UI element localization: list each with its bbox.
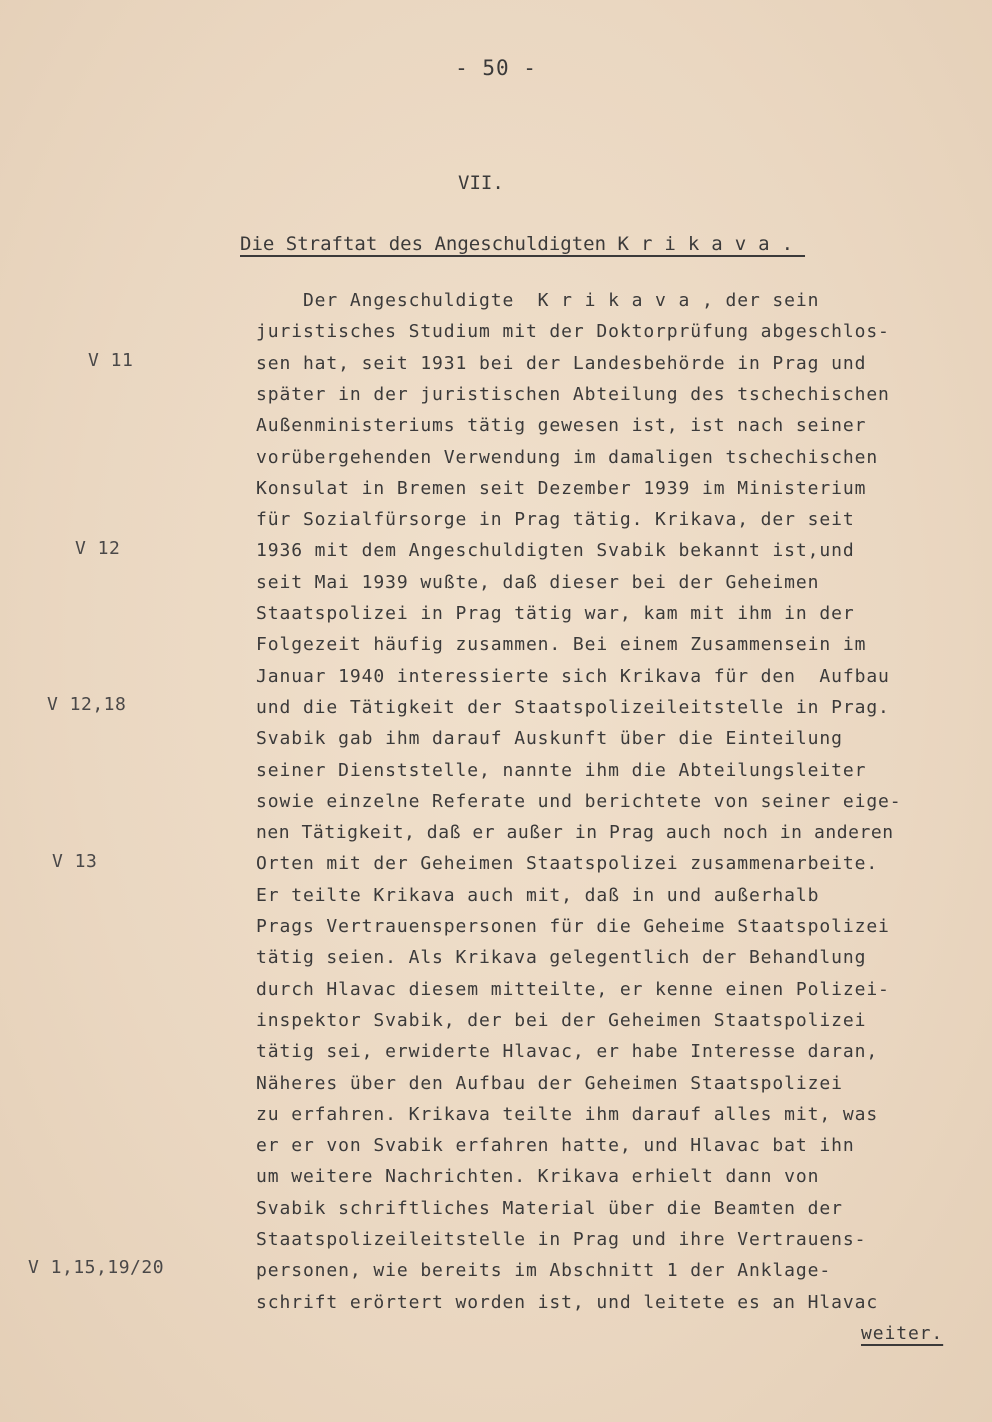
text-line: Svabik gab ihm darauf Auskunft über die Einteilung	[256, 728, 843, 750]
text-line: Staatspolizeileitstelle in Prag und ihre Vertrauens-	[256, 1229, 867, 1250]
text-line: Staatspolizei in Prag tätig war, kam mit ihm in der	[256, 603, 855, 624]
text-line: personen, wie bereits im Abschnitt 1 der Anklage-	[256, 1260, 832, 1282]
text-line: tätig sei, erwiderte Hlavac, er habe Interesse daran,	[256, 1041, 879, 1063]
text-line: später in der juristischen Abteilung des tschechischen	[256, 383, 890, 405]
text-line: juristisches Studium mit der Doktorprüfung abgeschlos-	[256, 321, 890, 343]
page-number: - 50 -	[455, 56, 537, 80]
text-line: vorübergehenden Verwendung im damaligen tschechischen	[256, 446, 879, 468]
section-heading	[240, 233, 805, 255]
text-line: um weitere Nachrichten. Krikava erhielt dann von	[256, 1166, 820, 1188]
text-line: nen Tätigkeit, daß er außer in Prag auch noch in anderen	[256, 822, 894, 844]
text-line: Außenministeriums tätig gewesen ist, ist nach seiner	[256, 415, 867, 437]
text-line: Januar 1940 interessierte sich Krikava für den Aufbau	[256, 665, 890, 687]
heading-name: Krikava.	[617, 233, 806, 255]
margin-ref: V 1,15,19/20	[28, 1257, 165, 1278]
text-line: Der Angeschuldigte K r i k a v a , der sein	[256, 290, 820, 311]
text-line: und die Tätigkeit der Staatspolizeileitstelle in Prag.	[256, 696, 890, 718]
text-line: Er teilte Krikava auch mit, daß in und außerhalb	[256, 884, 820, 906]
text-line: sowie einzelne Referate und berichtete von seiner eige-	[256, 790, 902, 812]
text-line: schrift erörtert worden ist, und leitete es an Hlavac	[256, 1291, 879, 1313]
text-line: inspektor Svabik, der bei der Geheimen Staatspolizei	[256, 1009, 867, 1031]
text-line: Svabik schriftliches Material über die Beamten der	[256, 1197, 843, 1219]
text-line: für Sozialfürsorge in Prag tätig. Krikava, der seit	[256, 509, 855, 531]
section-number: VII.	[458, 172, 504, 194]
text-line: zu erfahren. Krikava teilte ihm darauf alles mit, was	[256, 1103, 879, 1125]
margin-ref: V 12,18	[47, 694, 127, 715]
text-line: Orten mit der Geheimen Staatspolizei zusammenarbeite.	[256, 853, 879, 875]
margin-ref: V 11	[88, 350, 134, 371]
text-line-final: weiter.	[861, 1322, 944, 1344]
text-line: seit Mai 1939 wußte, daß dieser bei der Geheimen	[256, 571, 820, 593]
text-line: er er von Svabik erfahren hatte, und Hlavac bat ihn	[256, 1135, 855, 1157]
margin-ref: V 13	[52, 851, 98, 872]
text-line: tätig seien. Als Krikava gelegentlich der Behandlung	[256, 947, 867, 969]
text-line: Näheres über den Aufbau der Geheimen Staatspolizei	[256, 1072, 843, 1094]
text-line: Folgezeit häufig zusammen. Bei einem Zusammensein im	[256, 634, 867, 656]
text-line: seiner Dienststelle, nannte ihm die Abteilungsleiter	[256, 759, 867, 781]
text-line: sen hat, seit 1931 bei der Landesbehörde in Prag und	[256, 352, 867, 374]
text-line: 1936 mit dem Angeschuldigten Svabik bekannt ist,und	[256, 540, 855, 562]
margin-ref: V 12	[75, 538, 121, 559]
text-line: durch Hlavac diesem mitteilte, er kenne einen Polizei-	[256, 978, 890, 1000]
heading-prefix: Die Straftat des Angeschuldigten	[240, 233, 618, 255]
text-line: Konsulat in Bremen seit Dezember 1939 im Ministerium	[256, 477, 867, 499]
text-line: Prags Vertrauenspersonen für die Geheime Staatspolizei	[256, 916, 890, 937]
